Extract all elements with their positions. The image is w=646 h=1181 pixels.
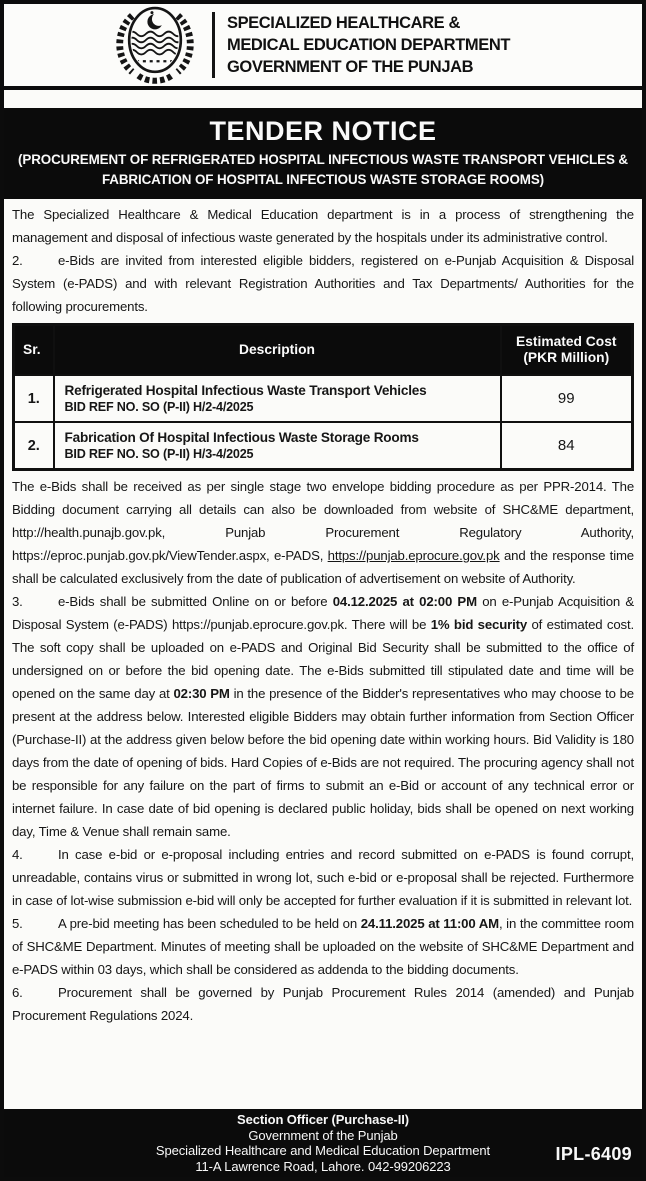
paragraph-3-text: in the presence of the Bidder's representatives who may choose to be present at the address below. Interested eligible Bidders may obtain further information from Section Officer (Purchase-II) at the address given below before the bid opening date within working hours. Bid Validity is 180 days from the date of opening of bids. Hard Copies of e-Bids are not required. The procuring agency shall not be responsible for any failure on the part of firms to submit an e-Bid or account of any technical error or internet failure. In case date of bid opening is declared public holiday, bids shall be opened on next working day, Time & Venue shall remain same. bbox=[12, 686, 634, 839]
table-row bbox=[14, 422, 633, 470]
row2-description bbox=[54, 422, 501, 470]
row2-item-name: Fabrication Of Hospital Infectious Waste Storage Rooms bbox=[64, 430, 419, 445]
footer-government: Government of the Punjab bbox=[248, 1127, 398, 1143]
paragraph-5-text: A pre-bid meeting has been scheduled to be held on bbox=[58, 916, 361, 931]
paragraph-2 bbox=[12, 249, 634, 318]
header-divider bbox=[212, 12, 215, 78]
row2-bid-ref: BID REF NO. SO (P-II) H/3-4/2025 bbox=[64, 447, 254, 461]
department-name bbox=[227, 12, 510, 78]
bidding-procedure-text: The e-Bids shall be received as per single stage two envelope bidding procedure as per PPR-2014. The Bidding document carrying all details can also be downloaded from website of SHC&ME department, http://health.punajb.gov.pk, Punjab Procurement Regulatory Authority, https://eproc.punjab.gov.pk/ViewTender.aspx, e-PADS, bbox=[12, 479, 634, 563]
submission-deadline: 04.12.2025 at 02:00 PM bbox=[332, 594, 477, 609]
department-header bbox=[4, 4, 642, 90]
paragraph-4-text: In case e-bid or e-proposal including entries and record submitted on e-PADS is found corrupt, unreadable, contains virus or submitted in wrong lot, such e-bid or e-proposal shall be rejected. Furthermore in case of lot-wise submission e-bid will only be accepted for further evaluation if it is submitted in relevant lot. bbox=[12, 847, 634, 908]
ipl-code: IPL-6409 bbox=[555, 1144, 632, 1164]
paragraph-3-text: e-Bids shall be submitted Online on or before bbox=[58, 594, 333, 609]
paragraph-6-number: 6. bbox=[12, 985, 23, 1000]
table-header-description: Description bbox=[54, 325, 501, 376]
paragraph-4-number: 4. bbox=[12, 847, 23, 862]
notice-body bbox=[4, 199, 642, 1109]
paragraph-bidding-procedure bbox=[12, 475, 634, 590]
tender-banner bbox=[4, 108, 642, 199]
table-header-estimated-cost bbox=[501, 325, 633, 376]
header-banner-gap bbox=[4, 90, 642, 108]
intro-paragraph: The Specialized Healthcare & Medical Education department is in a process of strengthening the management and disposal of infectious waste generated by the hospitals under its administrative control. bbox=[12, 207, 634, 245]
paragraph-5-text-end: , in the committee room of SHC&ME Department. Minutes of meeting shall be uploaded on the website of SHC&ME Department and e-PADS within 03 days, which shall be considered as addenda to the bidding documents. bbox=[12, 916, 634, 977]
paragraph-2-number: 2. bbox=[12, 253, 23, 268]
row1-serial: 1. bbox=[14, 375, 54, 422]
footer-department: Specialized Healthcare and Medical Education Department bbox=[155, 1143, 491, 1158]
paragraph-6 bbox=[12, 981, 634, 1027]
paragraph-5-number: 5. bbox=[12, 916, 23, 931]
department-name-line1: SPECIALIZED HEALTHCARE & bbox=[226, 14, 460, 32]
table-header-cost-line1: Estimated Cost bbox=[516, 334, 617, 349]
row2-estimated-cost: 84 bbox=[501, 422, 633, 470]
footer-signature-block bbox=[4, 1109, 642, 1177]
table-row bbox=[14, 375, 633, 422]
bid-security: 1% bid security bbox=[430, 617, 528, 632]
tender-notice-title: TENDER NOTICE bbox=[209, 116, 437, 146]
paragraph-3-text: on e-Punjab Acquisition & Disposal System (e-PADS) https://punjab.eprocure.gov.pk. There will be bbox=[12, 594, 634, 632]
prebid-meeting-datetime: 24.11.2025 at 11:00 AM bbox=[360, 916, 499, 931]
bidding-procedure-text-end: and the response time shall be calculated exclusively from the date of publication of advertisement on website of Authority. bbox=[12, 548, 634, 586]
tender-subtitle bbox=[10, 150, 636, 190]
bid-opening-time: 02:30 PM bbox=[173, 686, 230, 701]
table-header-sr: Sr. bbox=[14, 325, 54, 376]
footer-officer-title: Section Officer (Purchase-II) bbox=[237, 1112, 409, 1127]
eprocure-url: https://punjab.eprocure.gov.pk bbox=[327, 548, 500, 563]
row1-description bbox=[54, 375, 501, 422]
paragraph-5 bbox=[12, 912, 634, 981]
paragraph-2-text: e-Bids are invited from interested eligible bidders, registered on e-Punjab Acquisition & Disposal System (e-PADS) and with relevant Registration Authorities and Tax Departments/ Authorities for the following procurements. bbox=[12, 253, 634, 314]
paragraph-6-text: Procurement shall be governed by Punjab Procurement Rules 2014 (amended) and Punjab Procurement Regulations 2024. bbox=[12, 985, 634, 1023]
paragraph-3 bbox=[12, 590, 634, 843]
row2-serial: 2. bbox=[14, 422, 54, 470]
row1-bid-ref: BID REF NO. SO (P-II) H/2-4/2025 bbox=[64, 400, 254, 414]
tender-subtitle-line2: FABRICATION OF HOSPITAL INFECTIOUS WASTE STORAGE ROOMS) bbox=[101, 172, 545, 187]
footer-address-phone: 11-A Lawrence Road, Lahore. 042-99206223 bbox=[195, 1158, 451, 1174]
table-header-cost-line2: (PKR Million) bbox=[523, 350, 610, 365]
punjab-government-emblem-icon bbox=[108, 2, 202, 89]
row1-estimated-cost: 99 bbox=[501, 375, 633, 422]
paragraph-3-number: 3. bbox=[12, 594, 23, 609]
row1-item-name: Refrigerated Hospital Infectious Waste Transport Vehicles bbox=[64, 383, 427, 398]
procurement-table bbox=[12, 323, 634, 471]
department-name-line3: GOVERNMENT OF THE PUNJAB bbox=[226, 58, 474, 76]
paragraph-3-text: of estimated cost. The soft copy shall be uploaded on e-PADS and Original Bid Security shall be submitted to the office of undersigned on or before the bid opening date. The e-Bids submitted till stipulated date and time will be opened on the same day at bbox=[12, 617, 634, 701]
department-name-line2: MEDICAL EDUCATION DEPARTMENT bbox=[226, 36, 511, 54]
tender-subtitle-line1: (PROCUREMENT OF REFRIGERATED HOSPITAL INFECTIOUS WASTE TRANSPORT VEHICLES & bbox=[18, 152, 628, 167]
paragraph-4 bbox=[12, 843, 634, 912]
table-header-row bbox=[14, 325, 633, 376]
